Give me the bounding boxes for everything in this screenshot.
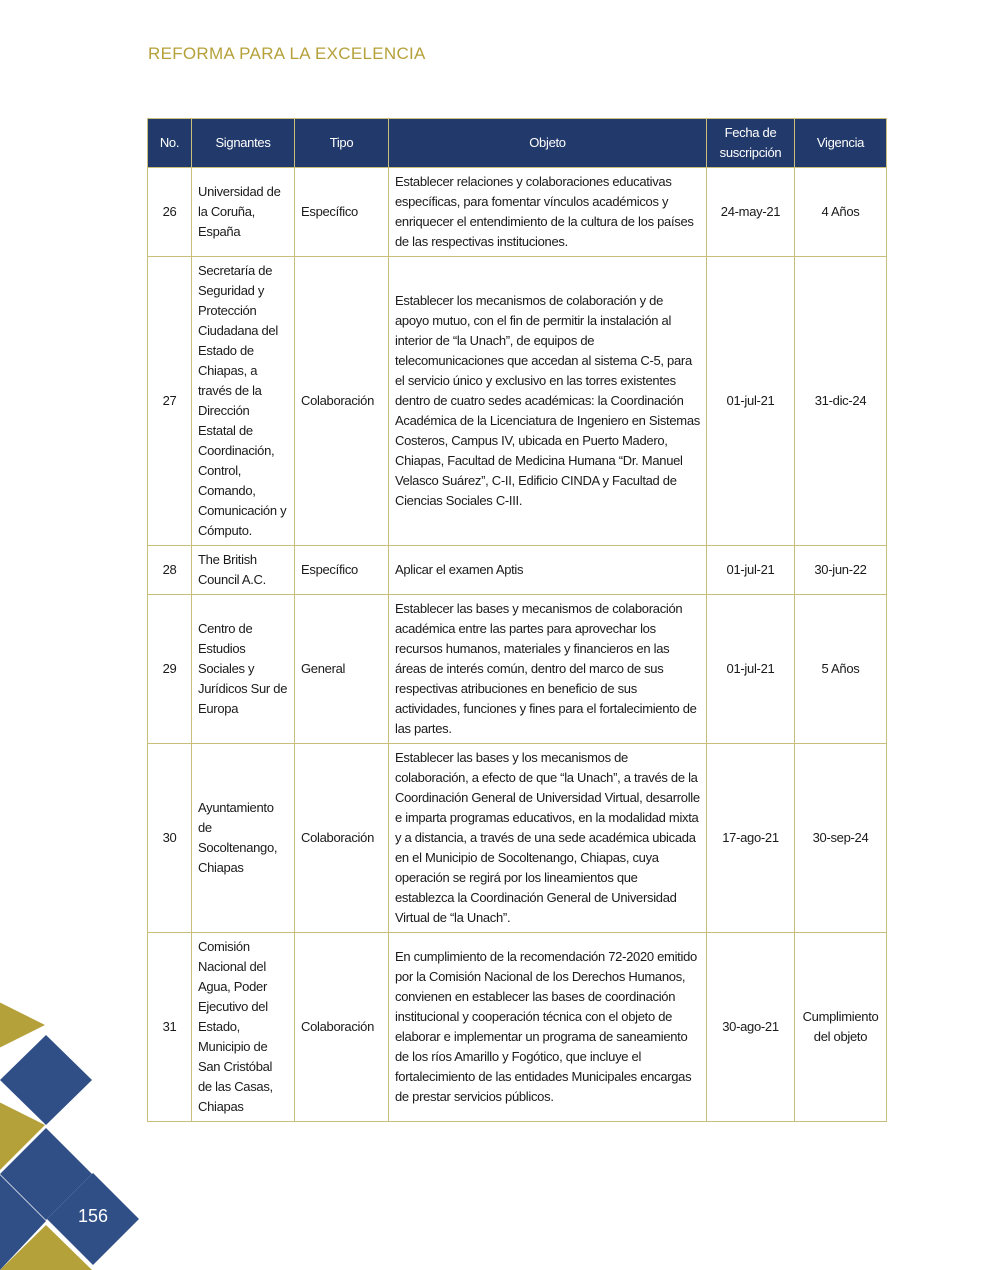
cell-fecha: 01-jul-21 (707, 257, 795, 546)
cell-signantes: Centro de Estudios Sociales y Jurídicos Sur de Europa (192, 595, 295, 744)
cell-fecha: 24-may-21 (707, 168, 795, 257)
cell-fecha: 17-ago-21 (707, 744, 795, 933)
cell-signantes: The British Council A.C. (192, 546, 295, 595)
table-row (148, 168, 887, 257)
cell-objeto: Aplicar el examen Aptis (389, 546, 707, 595)
cell-tipo: Específico (295, 546, 389, 595)
cell-vigencia: 5 Años (795, 595, 887, 744)
column-header-fecha-line1: Fecha de (724, 125, 777, 140)
table-body (148, 168, 887, 1122)
cell-signantes: Ayuntamiento de Socoltenango, Chiapas (192, 744, 295, 933)
cell-tipo: Colaboración (295, 744, 389, 933)
table-row (148, 546, 887, 595)
cell-signantes: Comisión Nacional del Agua, Poder Ejecutivo del Estado, Municipio de San Cristóbal de las Casas, Chiapas (192, 933, 295, 1122)
running-header-title: REFORMA PARA LA EXCELENCIA (148, 44, 426, 63)
cell-vigencia: 31-dic-24 (795, 257, 887, 546)
cell-signantes: Secretaría de Seguridad y Protección Ciudadana del Estado de Chiapas, a través de la Dirección Estatal de Coordinación, Control, Comando, Comunicación y Cómputo. (192, 257, 295, 546)
table-row (148, 595, 887, 744)
cell-tipo: Colaboración (295, 933, 389, 1122)
cell-objeto: Establecer las bases y mecanismos de colaboración académica entre las partes para aprovechar los recursos humanos, materiales y financieros en las áreas de interés común, dentro del marco de sus respectivas atribuciones en beneficio de sus actividades, funciones y fines para el fortalecimiento de las partes. (389, 595, 707, 744)
cell-vigencia: Cumplimiento del objeto (795, 933, 887, 1122)
cell-objeto: Establecer las bases y los mecanismos de colaboración, a efecto de que “la Unach”, a través de la Coordinación General de Universidad Virtual, desarrolle e imparta programas educativos, en la modalidad mixta y a distancia, a través de una sede académica ubicada en el Municipio de Socoltenango, Chiapas, cuya operación se regirá por los lineamientos que establezca la Coordinación General de Universidad Virtual de “la Unach”. (389, 744, 707, 933)
cell-fecha: 01-jul-21 (707, 546, 795, 595)
column-header-no: No. (148, 119, 192, 168)
cell-tipo: Específico (295, 168, 389, 257)
cell-vigencia: 4 Años (795, 168, 887, 257)
cell-tipo: Colaboración (295, 257, 389, 546)
cell-no: 27 (148, 257, 192, 546)
table-row (148, 257, 887, 546)
cell-no: 30 (148, 744, 192, 933)
table-header (148, 119, 887, 168)
column-header-objeto: Objeto (389, 119, 707, 168)
column-header-signantes: Signantes (192, 119, 295, 168)
cell-objeto: Establecer relaciones y colaboraciones educativas específicas, para fomentar vínculos académicos y enriquecer el entendimiento de la cultura de los países de las respectivas instituciones. (389, 168, 707, 257)
cell-vigencia: 30-jun-22 (795, 546, 887, 595)
cell-objeto: Establecer los mecanismos de colaboración y de apoyo mutuo, con el fin de permitir la instalación al interior de “la Unach”, de equipos de telecomunicaciones que accedan al sistema C-5, para el servicio único y exclusivo en las torres existentes dentro de cuatro sedes académicas: la Coordinación Académica de la Licenciatura de Ingeniero en Sistemas Costeros, Campus IV, ubicada en Puerto Madero, Chiapas, Facultad de Medicina Humana “Dr. Manuel Velasco Suárez”, C-II, Edificio CINDA y Facultad de Ciencias Sociales C-III. (389, 257, 707, 546)
cell-objeto: En cumplimiento de la recomendación 72-2020 emitido por la Comisión Nacional de los Derechos Humanos, convienen en establecer las bases de coordinación institucional y cooperación técnica con el objeto de elaborar e implementar un programa de saneamiento de los ríos Amarillo y Fogótico, que incluye el fortalecimiento de las entidades Municipales encargas de prestar servicios públicos. (389, 933, 707, 1122)
cell-signantes: Universidad de la Coruña, España (192, 168, 295, 257)
cell-no: 26 (148, 168, 192, 257)
cell-fecha: 30-ago-21 (707, 933, 795, 1122)
column-header-tipo: Tipo (295, 119, 389, 168)
cell-vigencia: 30-sep-24 (795, 744, 887, 933)
agreements-table (147, 118, 887, 1122)
cell-tipo: General (295, 595, 389, 744)
column-header-fecha-line2: suscripción (719, 145, 782, 160)
cell-no: 28 (148, 546, 192, 595)
column-header-vigencia: Vigencia (795, 119, 887, 168)
table-row (148, 933, 887, 1122)
column-header-fecha (707, 119, 795, 168)
table-row (148, 744, 887, 933)
cell-fecha: 01-jul-21 (707, 595, 795, 744)
cell-no: 31 (148, 933, 192, 1122)
page-number: 156 (77, 1206, 109, 1226)
cell-no: 29 (148, 595, 192, 744)
